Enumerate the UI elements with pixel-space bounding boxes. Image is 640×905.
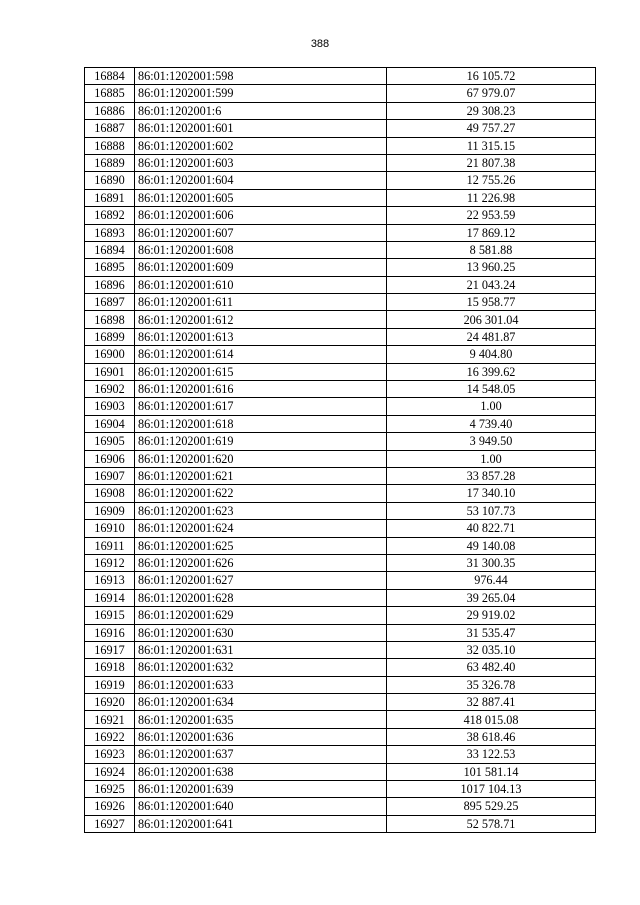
cadastral-number-cell: 86:01:1202001:632 xyxy=(135,659,387,676)
table-row xyxy=(85,102,596,119)
table-row xyxy=(85,137,596,154)
row-number-cell: 16889 xyxy=(85,154,135,171)
table-row xyxy=(85,676,596,693)
table-row xyxy=(85,520,596,537)
table-row xyxy=(85,572,596,589)
table-row xyxy=(85,746,596,763)
table-row xyxy=(85,798,596,815)
row-number-cell: 16920 xyxy=(85,694,135,711)
row-number-cell: 16888 xyxy=(85,137,135,154)
cadastral-value-cell: 16 399.62 xyxy=(387,363,596,380)
cadastral-number-cell: 86:01:1202001:630 xyxy=(135,624,387,641)
row-number-cell: 16915 xyxy=(85,607,135,624)
cadastral-number-cell: 86:01:1202001:623 xyxy=(135,502,387,519)
cadastral-number-cell: 86:01:1202001:633 xyxy=(135,676,387,693)
row-number-cell: 16902 xyxy=(85,381,135,398)
cadastral-value-cell: 63 482.40 xyxy=(387,659,596,676)
cadastral-number-cell: 86:01:1202001:640 xyxy=(135,798,387,815)
cadastral-number-cell: 86:01:1202001:617 xyxy=(135,398,387,415)
table-row xyxy=(85,607,596,624)
table-row xyxy=(85,311,596,328)
row-number-cell: 16913 xyxy=(85,572,135,589)
row-number-cell: 16923 xyxy=(85,746,135,763)
table-row xyxy=(85,815,596,832)
cadastral-value-cell: 15 958.77 xyxy=(387,294,596,311)
cadastral-number-cell: 86:01:1202001:611 xyxy=(135,294,387,311)
cadastral-number-cell: 86:01:1202001:638 xyxy=(135,763,387,780)
row-number-cell: 16917 xyxy=(85,641,135,658)
row-number-cell: 16884 xyxy=(85,68,135,85)
cadastral-number-cell: 86:01:1202001:620 xyxy=(135,450,387,467)
cadastral-value-cell: 53 107.73 xyxy=(387,502,596,519)
row-number-cell: 16918 xyxy=(85,659,135,676)
cadastral-number-cell: 86:01:1202001:639 xyxy=(135,781,387,798)
cadastral-value-cell: 8 581.88 xyxy=(387,241,596,258)
cadastral-number-cell: 86:01:1202001:613 xyxy=(135,328,387,345)
cadastral-value-cell: 22 953.59 xyxy=(387,207,596,224)
table-row xyxy=(85,485,596,502)
table-row xyxy=(85,781,596,798)
cadastral-number-cell: 86:01:1202001:612 xyxy=(135,311,387,328)
cadastral-number-cell: 86:01:1202001:626 xyxy=(135,554,387,571)
cadastral-value-cell: 1017 104.13 xyxy=(387,781,596,798)
cadastral-number-cell: 86:01:1202001:631 xyxy=(135,641,387,658)
cadastral-value-cell: 21 807.38 xyxy=(387,154,596,171)
cadastral-value-cell: 1.00 xyxy=(387,450,596,467)
cadastral-value-cell: 40 822.71 xyxy=(387,520,596,537)
cadastral-number-cell: 86:01:1202001:605 xyxy=(135,189,387,206)
row-number-cell: 16908 xyxy=(85,485,135,502)
cadastral-value-cell: 31 535.47 xyxy=(387,624,596,641)
row-number-cell: 16906 xyxy=(85,450,135,467)
cadastral-value-cell: 13 960.25 xyxy=(387,259,596,276)
cadastral-number-cell: 86:01:1202001:636 xyxy=(135,728,387,745)
row-number-cell: 16887 xyxy=(85,120,135,137)
table-row xyxy=(85,276,596,293)
row-number-cell: 16901 xyxy=(85,363,135,380)
cadastral-value-cell: 11 315.15 xyxy=(387,137,596,154)
row-number-cell: 16892 xyxy=(85,207,135,224)
cadastral-value-cell: 49 757.27 xyxy=(387,120,596,137)
table-row xyxy=(85,346,596,363)
table-row xyxy=(85,398,596,415)
cadastral-number-cell: 86:01:1202001:627 xyxy=(135,572,387,589)
cadastral-value-cell: 1.00 xyxy=(387,398,596,415)
row-number-cell: 16911 xyxy=(85,537,135,554)
table-row xyxy=(85,241,596,258)
table-row xyxy=(85,467,596,484)
cadastral-number-cell: 86:01:1202001:615 xyxy=(135,363,387,380)
row-number-cell: 16924 xyxy=(85,763,135,780)
cadastral-number-cell: 86:01:1202001:624 xyxy=(135,520,387,537)
row-number-cell: 16912 xyxy=(85,554,135,571)
table-row xyxy=(85,294,596,311)
cadastral-value-cell: 33 857.28 xyxy=(387,467,596,484)
cadastral-value-cell: 14 548.05 xyxy=(387,381,596,398)
row-number-cell: 16885 xyxy=(85,85,135,102)
table-row xyxy=(85,711,596,728)
cadastral-value-cell: 39 265.04 xyxy=(387,589,596,606)
row-number-cell: 16904 xyxy=(85,415,135,432)
table-row xyxy=(85,259,596,276)
row-number-cell: 16890 xyxy=(85,172,135,189)
row-number-cell: 16899 xyxy=(85,328,135,345)
cadastral-value-cell: 101 581.14 xyxy=(387,763,596,780)
table-row xyxy=(85,224,596,241)
cadastral-value-cell: 12 755.26 xyxy=(387,172,596,189)
cadastral-number-cell: 86:01:1202001:614 xyxy=(135,346,387,363)
cadastral-value-cell: 32 887.41 xyxy=(387,694,596,711)
row-number-cell: 16921 xyxy=(85,711,135,728)
table-row xyxy=(85,68,596,85)
cadastral-value-cell: 67 979.07 xyxy=(387,85,596,102)
row-number-cell: 16903 xyxy=(85,398,135,415)
cadastral-value-cell: 9 404.80 xyxy=(387,346,596,363)
cadastral-value-cell: 4 739.40 xyxy=(387,415,596,432)
cadastral-number-cell: 86:01:1202001:608 xyxy=(135,241,387,258)
cadastral-value-cell: 3 949.50 xyxy=(387,433,596,450)
row-number-cell: 16910 xyxy=(85,520,135,537)
row-number-cell: 16900 xyxy=(85,346,135,363)
cadastral-number-cell: 86:01:1202001:619 xyxy=(135,433,387,450)
cadastral-number-cell: 86:01:1202001:634 xyxy=(135,694,387,711)
table-row xyxy=(85,154,596,171)
table-row xyxy=(85,381,596,398)
cadastral-value-cell: 35 326.78 xyxy=(387,676,596,693)
table-row xyxy=(85,728,596,745)
table-row xyxy=(85,659,596,676)
cadastral-value-cell: 32 035.10 xyxy=(387,641,596,658)
cadastral-number-cell: 86:01:1202001:602 xyxy=(135,137,387,154)
cadastral-number-cell: 86:01:1202001:618 xyxy=(135,415,387,432)
row-number-cell: 16914 xyxy=(85,589,135,606)
row-number-cell: 16927 xyxy=(85,815,135,832)
table-row xyxy=(85,502,596,519)
cadastral-number-cell: 86:01:1202001:625 xyxy=(135,537,387,554)
cadastral-number-cell: 86:01:1202001:606 xyxy=(135,207,387,224)
cadastral-number-cell: 86:01:1202001:621 xyxy=(135,467,387,484)
row-number-cell: 16893 xyxy=(85,224,135,241)
table-row xyxy=(85,433,596,450)
cadastral-number-cell: 86:01:1202001:607 xyxy=(135,224,387,241)
cadastral-number-cell: 86:01:1202001:629 xyxy=(135,607,387,624)
table-row xyxy=(85,450,596,467)
table-row xyxy=(85,415,596,432)
table-row xyxy=(85,624,596,641)
table-row xyxy=(85,554,596,571)
page-number: 388 xyxy=(310,38,330,50)
cadastral-number-cell: 86:01:1202001:604 xyxy=(135,172,387,189)
cadastral-value-cell: 11 226.98 xyxy=(387,189,596,206)
row-number-cell: 16919 xyxy=(85,676,135,693)
row-number-cell: 16916 xyxy=(85,624,135,641)
cadastral-value-cell: 418 015.08 xyxy=(387,711,596,728)
cadastral-value-cell: 17 869.12 xyxy=(387,224,596,241)
cadastral-number-cell: 86:01:1202001:641 xyxy=(135,815,387,832)
cadastral-number-cell: 86:01:1202001:616 xyxy=(135,381,387,398)
table-row xyxy=(85,328,596,345)
cadastral-value-cell: 33 122.53 xyxy=(387,746,596,763)
table-row xyxy=(85,763,596,780)
cadastral-number-cell: 86:01:1202001:610 xyxy=(135,276,387,293)
cadastral-value-cell: 38 618.46 xyxy=(387,728,596,745)
row-number-cell: 16922 xyxy=(85,728,135,745)
table-row xyxy=(85,207,596,224)
cadastral-number-cell: 86:01:1202001:635 xyxy=(135,711,387,728)
row-number-cell: 16894 xyxy=(85,241,135,258)
cadastral-value-cell: 49 140.08 xyxy=(387,537,596,554)
row-number-cell: 16891 xyxy=(85,189,135,206)
table-row xyxy=(85,589,596,606)
cadastral-value-cell: 29 919.02 xyxy=(387,607,596,624)
cadastral-value-cell: 31 300.35 xyxy=(387,554,596,571)
table-row xyxy=(85,85,596,102)
table-row xyxy=(85,363,596,380)
table-row xyxy=(85,189,596,206)
cadastral-number-cell: 86:01:1202001:628 xyxy=(135,589,387,606)
row-number-cell: 16925 xyxy=(85,781,135,798)
cadastral-number-cell: 86:01:1202001:601 xyxy=(135,120,387,137)
table-row xyxy=(85,537,596,554)
row-number-cell: 16886 xyxy=(85,102,135,119)
row-number-cell: 16905 xyxy=(85,433,135,450)
cadastral-value-cell: 206 301.04 xyxy=(387,311,596,328)
cadastral-value-cell: 16 105.72 xyxy=(387,68,596,85)
cadastral-number-cell: 86:01:1202001:598 xyxy=(135,68,387,85)
cadastral-number-cell: 86:01:1202001:599 xyxy=(135,85,387,102)
table-body xyxy=(85,68,596,833)
cadastral-value-cell: 29 308.23 xyxy=(387,102,596,119)
row-number-cell: 16896 xyxy=(85,276,135,293)
cadastral-number-cell: 86:01:1202001:603 xyxy=(135,154,387,171)
cadastral-value-cell: 976.44 xyxy=(387,572,596,589)
cadastral-number-cell: 86:01:1202001:637 xyxy=(135,746,387,763)
cadastral-value-cell: 52 578.71 xyxy=(387,815,596,832)
row-number-cell: 16895 xyxy=(85,259,135,276)
table-row xyxy=(85,641,596,658)
row-number-cell: 16898 xyxy=(85,311,135,328)
row-number-cell: 16907 xyxy=(85,467,135,484)
cadastral-value-table xyxy=(84,67,596,833)
cadastral-number-cell: 86:01:1202001:6 xyxy=(135,102,387,119)
cadastral-value-cell: 895 529.25 xyxy=(387,798,596,815)
cadastral-number-cell: 86:01:1202001:622 xyxy=(135,485,387,502)
cadastral-value-cell: 17 340.10 xyxy=(387,485,596,502)
cadastral-number-cell: 86:01:1202001:609 xyxy=(135,259,387,276)
row-number-cell: 16897 xyxy=(85,294,135,311)
cadastral-value-cell: 21 043.24 xyxy=(387,276,596,293)
row-number-cell: 16909 xyxy=(85,502,135,519)
table-row xyxy=(85,694,596,711)
cadastral-value-cell: 24 481.87 xyxy=(387,328,596,345)
table-row xyxy=(85,120,596,137)
table-row xyxy=(85,172,596,189)
row-number-cell: 16926 xyxy=(85,798,135,815)
